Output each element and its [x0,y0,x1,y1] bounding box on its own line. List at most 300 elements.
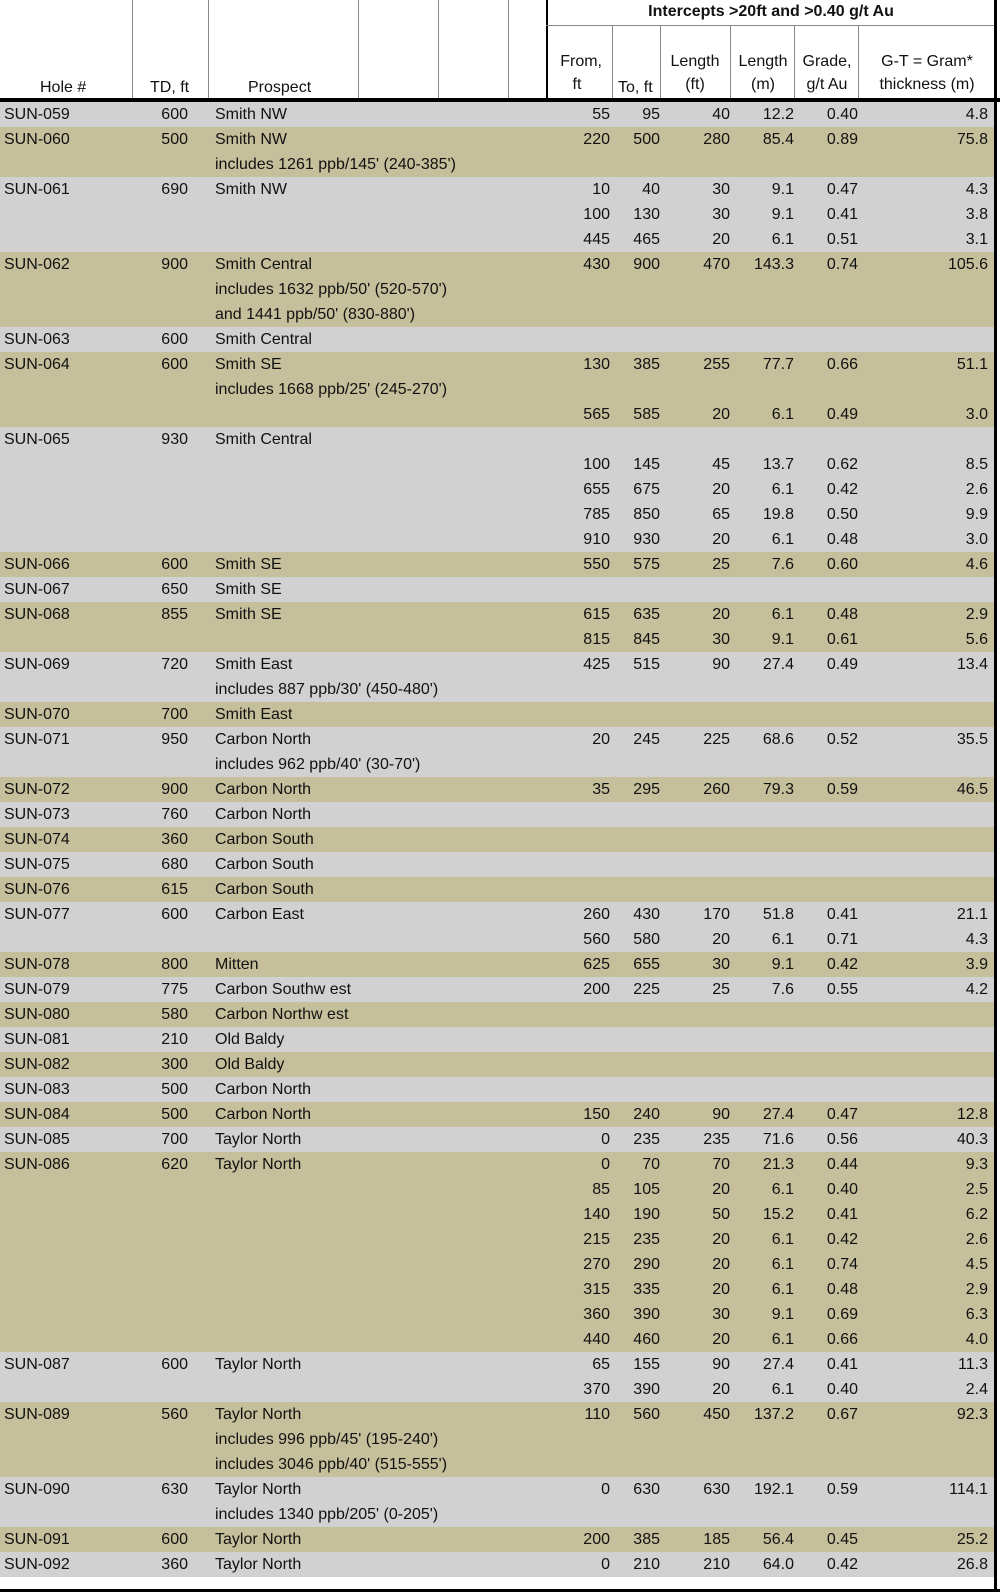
lft-cell: 170 [703,906,730,923]
lm-cell: 6.1 [771,231,794,248]
lft-cell: 225 [703,731,730,748]
to-cell: 580 [633,931,660,948]
hole-id-cell: SUN-090 [4,1481,70,1498]
hole-id-cell: SUN-059 [4,106,70,123]
gt-cell: 4.5 [965,1256,988,1273]
to-cell: 575 [633,556,660,573]
from-cell: 55 [592,106,610,123]
prospect-cell: Smith NW [215,131,287,148]
table-row [0,852,994,877]
prospect-cell: Smith SE [215,556,282,573]
row-line [0,477,994,502]
td-cell: 720 [161,656,188,673]
row-line [0,1552,994,1577]
gt-cell: 3.0 [965,406,988,423]
td-cell: 760 [161,806,188,823]
gt-cell: 92.3 [956,1406,988,1423]
lm-cell: 12.2 [762,106,794,123]
to-cell: 465 [633,231,660,248]
to-cell: 290 [633,1256,660,1273]
row-line [0,577,994,602]
from-cell: 200 [583,981,610,998]
td-cell: 360 [161,831,188,848]
lft-cell: 20 [712,1281,730,1298]
from-cell: 315 [583,1281,610,1298]
table-row [0,902,994,952]
prospect-cell: Smith NW [215,106,287,123]
prospect-cell: Carbon Southw est [215,981,352,998]
prospect-cell: Taylor North [215,1356,302,1373]
td-cell: 600 [161,1531,188,1548]
lft-cell [662,427,730,452]
gt-cell: 46.5 [956,781,988,798]
lft-cell: 185 [703,1531,730,1548]
col-length-ft-unit: (ft) [685,76,705,93]
lm-cell: 19.8 [762,506,794,523]
hole-id-cell: SUN-075 [4,856,70,873]
lm-cell: 21.3 [762,1156,794,1173]
lft-cell: 630 [703,1481,730,1498]
grade-cell: 0.47 [826,1106,858,1123]
grade-cell: 0.40 [826,1381,858,1398]
col-td-header: TD, ft [150,79,190,96]
includes-note: includes 1261 ppb/145' (240-385') [215,156,456,173]
td-cell: 500 [161,1106,188,1123]
row-line [0,652,994,677]
td-cell: 630 [161,1481,188,1498]
table-row [0,777,994,802]
header-divider [438,0,439,100]
lft-cell: 25 [712,556,730,573]
prospect-cell: Smith SE [215,606,282,623]
prospect-cell: Smith Central [215,256,312,273]
table-row [0,1352,994,1402]
from-cell [558,427,610,452]
lm-cell: 9.1 [771,631,794,648]
to-cell: 385 [633,1531,660,1548]
lft-cell: 40 [712,106,730,123]
gt-cell: 6.2 [965,1206,988,1223]
gt-cell: 21.1 [956,906,988,923]
col-length-m-header: Length [738,53,788,70]
lm-cell: 15.2 [762,1206,794,1223]
header-divider [794,26,795,100]
prospect-cell: Old Baldy [215,1031,285,1048]
from-cell: 130 [583,356,610,373]
grade-cell: 0.62 [826,456,858,473]
td-cell: 680 [161,856,188,873]
gt-cell: 2.6 [965,481,988,498]
grade-cell: 0.42 [826,1556,858,1573]
lft-cell: 20 [712,931,730,948]
from-cell: 625 [583,956,610,973]
td-cell: 700 [161,706,188,723]
table-row [0,1002,994,1027]
row-line [0,1477,994,1502]
lft-cell: 30 [712,181,730,198]
td-cell: 690 [161,181,188,198]
prospect-cell: Smith SE [215,356,282,373]
col-length-ft-header: Length [670,53,720,70]
row-line [0,727,994,752]
to-cell: 130 [633,206,660,223]
lm-cell: 6.1 [771,931,794,948]
lm-cell: 6.1 [771,1381,794,1398]
row-line [0,552,994,577]
lft-cell: 20 [712,406,730,423]
row-line [0,127,994,152]
grade-cell: 0.60 [826,556,858,573]
hole-id-cell: SUN-071 [4,731,70,748]
hole-id-cell: SUN-069 [4,656,70,673]
to-cell: 585 [633,406,660,423]
lft-cell: 25 [712,981,730,998]
includes-note: includes 962 ppb/40' (30-70') [215,756,421,773]
grade-cell: 0.48 [826,531,858,548]
prospect-cell: Old Baldy [215,1056,285,1073]
row-line [0,627,994,652]
hole-id-cell: SUN-078 [4,956,70,973]
grade-cell: 0.69 [826,1306,858,1323]
row-line [0,227,994,252]
table-row [0,1527,994,1552]
from-cell: 360 [583,1306,610,1323]
from-cell: 65 [592,1356,610,1373]
gt-cell: 51.1 [956,356,988,373]
header-divider [132,0,133,100]
lm-cell: 77.7 [762,356,794,373]
hole-id-cell: SUN-068 [4,606,70,623]
from-cell: 815 [583,631,610,648]
lm-cell: 137.2 [753,1406,794,1423]
prospect-cell: Taylor North [215,1481,302,1498]
table-row [0,577,994,602]
gt-cell: 2.9 [965,606,988,623]
grade-cell: 0.42 [826,956,858,973]
gt-cell: 8.5 [965,456,988,473]
row-line [0,527,994,552]
includes-note: includes 887 ppb/30' (450-480') [215,681,439,698]
gt-cell: 4.3 [965,181,988,198]
grade-cell: 0.49 [826,406,858,423]
gt-cell: 4.6 [965,556,988,573]
grade-cell: 0.47 [826,181,858,198]
gt-cell: 6.3 [965,1306,988,1323]
td-cell: 600 [161,556,188,573]
prospect-cell: Taylor North [215,1156,302,1173]
hole-id-cell: SUN-084 [4,1106,70,1123]
grade-cell: 0.41 [826,206,858,223]
from-cell: 220 [583,131,610,148]
hole-id-cell: SUN-074 [4,831,70,848]
grade-cell: 0.41 [826,1356,858,1373]
from-cell: 100 [583,456,610,473]
td-cell: 560 [161,1406,188,1423]
row-line [0,102,994,127]
row-line [0,502,994,527]
table-row [0,727,994,777]
from-cell: 0 [601,1156,610,1173]
lm-cell: 6.1 [771,1281,794,1298]
gt-cell [862,427,988,452]
to-cell: 390 [633,1306,660,1323]
to-cell: 155 [633,1356,660,1373]
lft-cell: 20 [712,481,730,498]
from-cell: 270 [583,1256,610,1273]
lm-cell: 9.1 [771,181,794,198]
lft-cell: 70 [712,1156,730,1173]
lm-cell: 192.1 [753,1481,794,1498]
td-cell: 600 [161,356,188,373]
hole-id-cell: SUN-060 [4,131,70,148]
prospect-cell: Carbon East [215,906,304,923]
row-line [0,602,994,627]
header-divider [508,0,509,100]
grade-cell: 0.55 [826,981,858,998]
gt-cell: 4.2 [965,981,988,998]
row-line [0,1277,994,1302]
hole-id-cell: SUN-077 [4,906,70,923]
gt-cell: 40.3 [956,1131,988,1148]
to-cell: 235 [633,1131,660,1148]
table-row [0,352,994,427]
row-line [0,827,994,852]
prospect-cell: Taylor North [215,1131,302,1148]
row-line [0,1177,994,1202]
from-cell: 370 [583,1381,610,1398]
to-cell: 95 [642,106,660,123]
row-line [0,1202,994,1227]
table-row [0,1027,994,1052]
lft-cell: 30 [712,1306,730,1323]
to-cell: 190 [633,1206,660,1223]
lm-cell: 85.4 [762,131,794,148]
lft-cell: 235 [703,1131,730,1148]
from-cell: 140 [583,1206,610,1223]
from-cell: 910 [583,531,610,548]
table-header [0,0,1000,100]
lft-cell: 90 [712,656,730,673]
td-cell: 615 [161,881,188,898]
table-body [0,102,994,1577]
lm-cell: 64.0 [762,1556,794,1573]
table-row [0,802,994,827]
from-cell: 0 [601,1131,610,1148]
from-cell: 550 [583,556,610,573]
col-gt-unit: thickness (m) [879,76,975,93]
lft-cell: 20 [712,1181,730,1198]
lft-cell: 20 [712,1256,730,1273]
prospect-cell: Mitten [215,956,259,973]
row-line [0,777,994,802]
td-cell: 600 [161,331,188,348]
td-cell: 500 [161,131,188,148]
to-cell: 630 [633,1481,660,1498]
prospect-cell: Carbon North [215,806,312,823]
grade-cell: 0.40 [826,106,858,123]
table-row [0,1152,994,1352]
lft-cell: 260 [703,781,730,798]
grade-cell: 0.41 [826,906,858,923]
from-cell: 200 [583,1531,610,1548]
row-line [0,1352,994,1377]
table-row [0,827,994,852]
hole-id-cell: SUN-072 [4,781,70,798]
gt-cell: 35.5 [956,731,988,748]
to-cell: 105 [633,1181,660,1198]
gt-cell: 5.6 [965,631,988,648]
table-row [0,552,994,577]
lft-cell: 90 [712,1106,730,1123]
table-row [0,952,994,977]
lm-cell: 51.8 [762,906,794,923]
row-line [0,1327,994,1352]
gt-cell: 75.8 [956,131,988,148]
col-to-header: To, ft [618,79,653,96]
includes-note: includes 3046 ppb/40' (515-555') [215,1456,448,1473]
to-cell: 245 [633,731,660,748]
row-line [0,252,994,277]
lm-cell: 7.6 [771,556,794,573]
table-row [0,652,994,702]
row-line [0,1377,994,1402]
lft-cell: 210 [703,1556,730,1573]
td-cell: 620 [161,1156,188,1173]
from-cell: 85 [592,1181,610,1198]
prospect-cell: Carbon North [215,1106,312,1123]
row-line [0,1077,994,1102]
gt-cell: 3.0 [965,531,988,548]
to-cell: 225 [633,981,660,998]
prospect-cell: Carbon Northw est [215,1006,349,1023]
prospect-cell: Smith Central [215,431,312,448]
gt-cell: 4.3 [965,931,988,948]
to-cell: 295 [633,781,660,798]
lm-cell: 9.1 [771,206,794,223]
lm-cell: 27.4 [762,656,794,673]
to-cell: 385 [633,356,660,373]
lft-cell: 30 [712,631,730,648]
gt-cell: 12.8 [956,1106,988,1123]
gt-cell: 105.6 [947,256,988,273]
table-row [0,702,994,727]
grade-cell: 0.74 [826,1256,858,1273]
from-cell: 560 [583,931,610,948]
prospect-cell: Carbon South [215,831,314,848]
hole-id-cell: SUN-064 [4,356,70,373]
lm-cell: 6.1 [771,406,794,423]
gt-cell: 4.0 [965,1331,988,1348]
header-divider [858,26,859,100]
td-cell: 700 [161,1131,188,1148]
gt-cell: 3.1 [965,231,988,248]
hole-id-cell: SUN-089 [4,1406,70,1423]
to-cell: 145 [633,456,660,473]
row-line [0,1402,994,1427]
to-cell: 900 [633,256,660,273]
gt-cell: 114.1 [949,1481,988,1498]
gt-cell: 13.4 [956,656,988,673]
table-row [0,877,994,902]
from-cell: 565 [583,406,610,423]
to-cell: 635 [633,606,660,623]
row-line [0,977,994,1002]
header-divider [358,0,359,100]
prospect-cell: Carbon North [215,731,312,748]
to-cell: 70 [642,1156,660,1173]
grade-cell: 0.71 [826,931,858,948]
to-cell: 390 [633,1381,660,1398]
td-cell: 360 [161,1556,188,1573]
row-line [0,177,994,202]
row-line [0,202,994,227]
row-line [0,452,994,477]
table-row [0,1552,994,1577]
grade-cell: 0.56 [826,1131,858,1148]
lm-cell: 7.6 [771,981,794,998]
gt-cell: 11.3 [958,1356,988,1373]
to-cell: 560 [633,1406,660,1423]
table-row [0,127,994,177]
from-cell: 430 [583,256,610,273]
hole-id-cell: SUN-087 [4,1356,70,1373]
to-cell: 500 [633,131,660,148]
includes-note: includes 1340 ppb/205' (0-205') [215,1506,439,1523]
grade-cell: 0.66 [826,356,858,373]
row-line [0,952,994,977]
hole-id-cell: SUN-062 [4,256,70,273]
table-row [0,327,994,352]
lm-cell [732,427,794,452]
row-line [0,852,994,877]
lft-cell: 20 [712,1231,730,1248]
grade-cell: 0.59 [826,1481,858,1498]
to-cell: 845 [633,631,660,648]
grade-cell: 0.67 [826,1406,858,1423]
from-cell: 100 [583,206,610,223]
lm-cell: 6.1 [771,531,794,548]
grade-cell: 0.41 [826,1206,858,1223]
hole-id-cell: SUN-083 [4,1081,70,1098]
hole-id-cell: SUN-066 [4,556,70,573]
grade-cell: 0.42 [826,481,858,498]
lft-cell: 50 [712,1206,730,1223]
lft-cell: 450 [703,1406,730,1423]
row-line [0,427,994,452]
from-cell: 20 [592,731,610,748]
gt-cell: 2.5 [965,1181,988,1198]
from-cell: 440 [583,1331,610,1348]
grade-cell: 0.59 [826,781,858,798]
table-row [0,1402,994,1477]
col-hole-header: Hole # [40,79,87,96]
row-line [0,402,994,427]
includes-note: and 1441 ppb/50' (830-880') [215,306,416,323]
lm-cell: 27.4 [762,1356,794,1373]
prospect-cell: Smith East [215,706,293,723]
lft-cell: 65 [712,506,730,523]
lm-cell: 6.1 [771,606,794,623]
hole-id-cell: SUN-086 [4,1156,70,1173]
lm-cell: 6.1 [771,1331,794,1348]
prospect-cell: Taylor North [215,1531,302,1548]
col-prospect-header: Prospect [248,79,312,96]
grade-cell: 0.42 [826,1231,858,1248]
lm-cell: 71.6 [762,1131,794,1148]
td-cell: 775 [161,981,188,998]
lm-cell: 79.3 [762,781,794,798]
lft-cell: 280 [703,131,730,148]
